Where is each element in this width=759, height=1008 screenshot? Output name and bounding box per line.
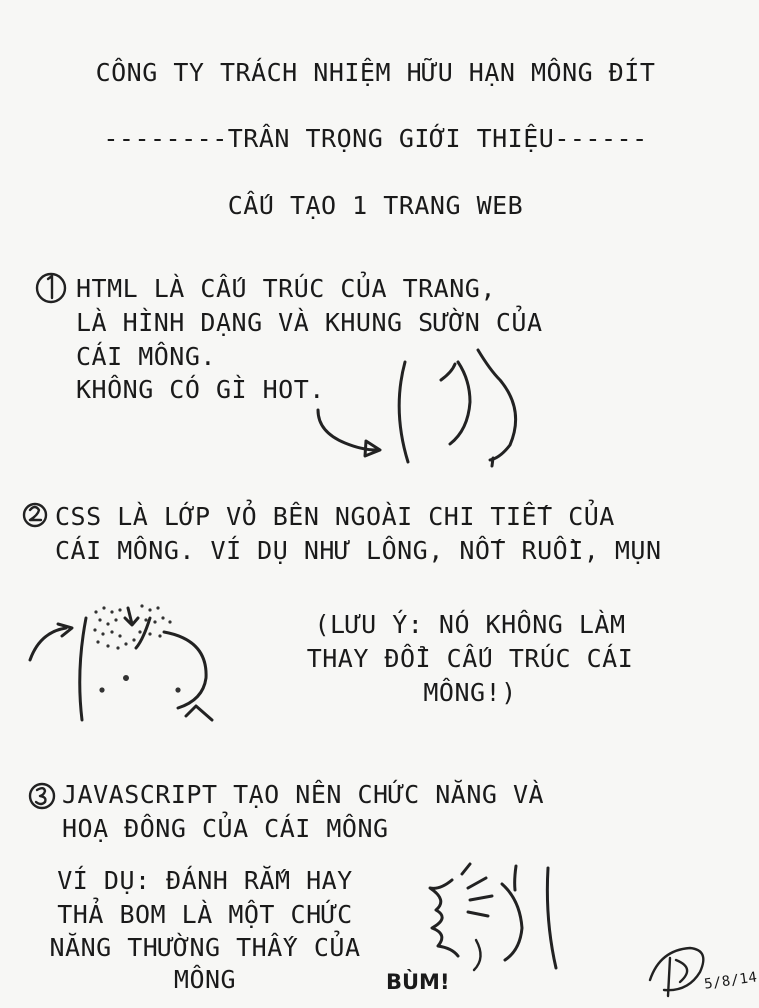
section3-example-1: VÍ DỤ: ĐÁNH RẮM HAY bbox=[57, 866, 353, 895]
section3-example-3: NĂNG THƯỜNG THẤY CỦA bbox=[49, 933, 361, 962]
signature-date: 5/8/14 bbox=[703, 969, 759, 993]
fart-butt-doodle bbox=[430, 864, 556, 970]
bum-sound-label: BÙM! bbox=[386, 970, 450, 994]
section3-example-2: THẢ BOM LÀ MỘT CHỨC bbox=[57, 900, 353, 929]
section2-note-3: MÔNG!) bbox=[423, 678, 517, 707]
circled-number-1-icon bbox=[37, 274, 65, 302]
section2-line-1: CSS LÀ LỚP VỎ BÊN NGOÀI CHI TIẾT CỦA bbox=[55, 502, 615, 531]
presents-line: --------TRÂN TRỌNG GIỚI THIỆU------ bbox=[103, 124, 648, 153]
section3-example-4: MÔNG bbox=[173, 965, 237, 994]
detailed-butt-doodle bbox=[30, 604, 212, 720]
section1-line-1: HTML LÀ CẤU TRÚC CỦA TRANG, bbox=[76, 274, 496, 303]
section2-note-1: (LƯU Ý: NÓ KHÔNG LÀM bbox=[314, 610, 626, 639]
arrow-icon bbox=[318, 410, 380, 456]
circled-number-3-icon bbox=[30, 784, 54, 808]
section3-line-2: HOẠ ĐÔNG CỦA CÁI MÔNG bbox=[62, 814, 389, 843]
section2-note-2: THAY ĐỔI CẤU TRÚC CÁI bbox=[306, 644, 634, 673]
circled-number-2-icon bbox=[24, 504, 46, 526]
section1-line-2: LÀ HÌNH DẠNG VÀ KHUNG SƯỜN CỦA bbox=[76, 308, 543, 337]
butt-outline-doodle bbox=[399, 350, 515, 466]
section1-line-4: KHÔNG CÓ GÌ HOT. bbox=[76, 375, 325, 404]
section3-line-1: JAVASCRIPT TẠO NÊN CHỨC NĂNG VÀ bbox=[62, 780, 545, 809]
company-name: CÔNG TY TRÁCH NHIỆM HỮU HẠN MÔNG ĐÍT bbox=[95, 58, 656, 87]
page-title: CẤU TẠO 1 TRANG WEB bbox=[227, 191, 524, 220]
signature-doodle bbox=[650, 948, 703, 996]
section1-line-3: CÁI MÔNG. bbox=[76, 342, 216, 371]
section2-line-2: CÁI MÔNG. VÍ DỤ NHƯ LÔNG, NỐT RUỒI, MỤN bbox=[55, 536, 662, 565]
